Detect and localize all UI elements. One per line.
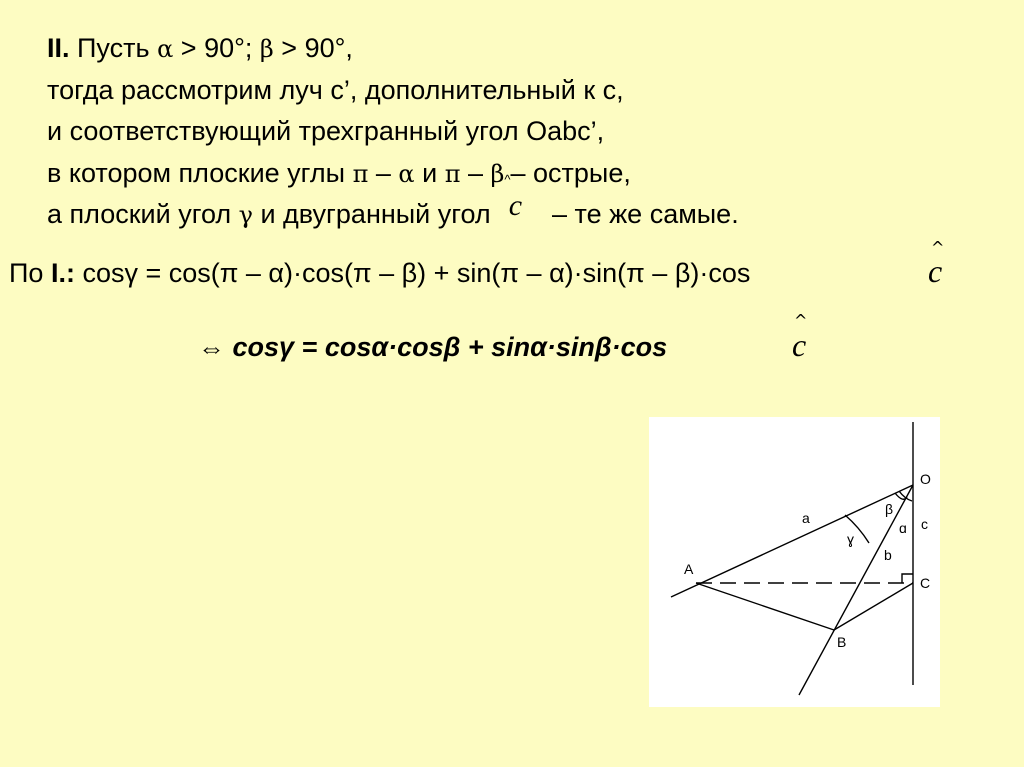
- pi-symbol: π: [352, 160, 369, 188]
- line-1-text: Пусть: [69, 33, 158, 63]
- label-a: A: [684, 561, 694, 577]
- line-1: [47, 30, 353, 67]
- line-4-end: – острые,: [510, 158, 631, 188]
- formula-1-c: c: [928, 253, 943, 289]
- gamma-symbol: γ: [238, 201, 253, 229]
- line-2: тогда рассмотрим луч с’, дополнительный к с,: [47, 75, 624, 105]
- formula-1-body: cosγ = cos(π – α)·cos(π – β) + sin(π – α)·sin(π – β)·cos: [74, 258, 751, 288]
- line-4-text: в котором плоские углы: [47, 158, 353, 188]
- beta-symbol: β: [490, 160, 505, 188]
- formula-2: ⇔ cosγ = cosα·cosβ + sinα·sinβ·cos: [198, 332, 668, 362]
- formula-1-prefix: По: [9, 258, 51, 288]
- right-angle-mark: [902, 574, 913, 583]
- trihedral-diagram: [649, 417, 940, 707]
- line-5-text-2: и двугранный угол: [252, 199, 491, 229]
- section-number: II.: [47, 33, 70, 63]
- line-4: [47, 155, 631, 198]
- degree-value: 90°;: [204, 33, 260, 63]
- hat-mark-1: ^: [931, 238, 945, 257]
- diagram-svg: [649, 417, 940, 707]
- minus-sign: –: [460, 158, 491, 188]
- line-5-text: а плоский угол: [47, 199, 239, 229]
- degree-value-2: 90°,: [304, 33, 353, 63]
- alpha-symbol: α: [398, 160, 415, 188]
- label-b-edge: b: [884, 547, 892, 563]
- formula-2-c: c: [792, 327, 807, 363]
- hat-mark-2: ^: [794, 311, 808, 330]
- pi-symbol: π: [444, 160, 461, 188]
- gt-sign-2: >: [273, 33, 305, 63]
- edge-ob: [799, 485, 913, 695]
- label-alpha: ɑ: [899, 520, 907, 536]
- formula-1: [9, 255, 750, 291]
- gt-sign: >: [173, 33, 205, 63]
- alpha-symbol: α: [157, 35, 174, 63]
- edge-ab: [696, 583, 834, 630]
- minus-sign: –: [368, 158, 399, 188]
- edge-oa: [671, 485, 913, 597]
- label-b: B: [837, 634, 847, 650]
- label-beta: β: [885, 501, 894, 517]
- label-a-edge: a: [802, 510, 810, 526]
- line-5: [47, 189, 739, 233]
- line-3: и соответствующий трехгранный угол Oabc’,: [47, 116, 605, 146]
- edge-bc: [834, 583, 913, 630]
- label-c-point: C: [920, 575, 931, 591]
- dihedral-c: c: [508, 189, 523, 222]
- caret-mark: ^: [504, 172, 511, 187]
- label-o: O: [920, 471, 931, 487]
- label-c-edge: c: [921, 516, 928, 532]
- beta-symbol: β: [259, 35, 274, 63]
- and-word: и: [414, 158, 445, 188]
- formula-1-ref: I.:: [50, 258, 75, 288]
- label-gamma: ɣ: [847, 531, 855, 547]
- line-5-end: – те же самые.: [552, 199, 739, 229]
